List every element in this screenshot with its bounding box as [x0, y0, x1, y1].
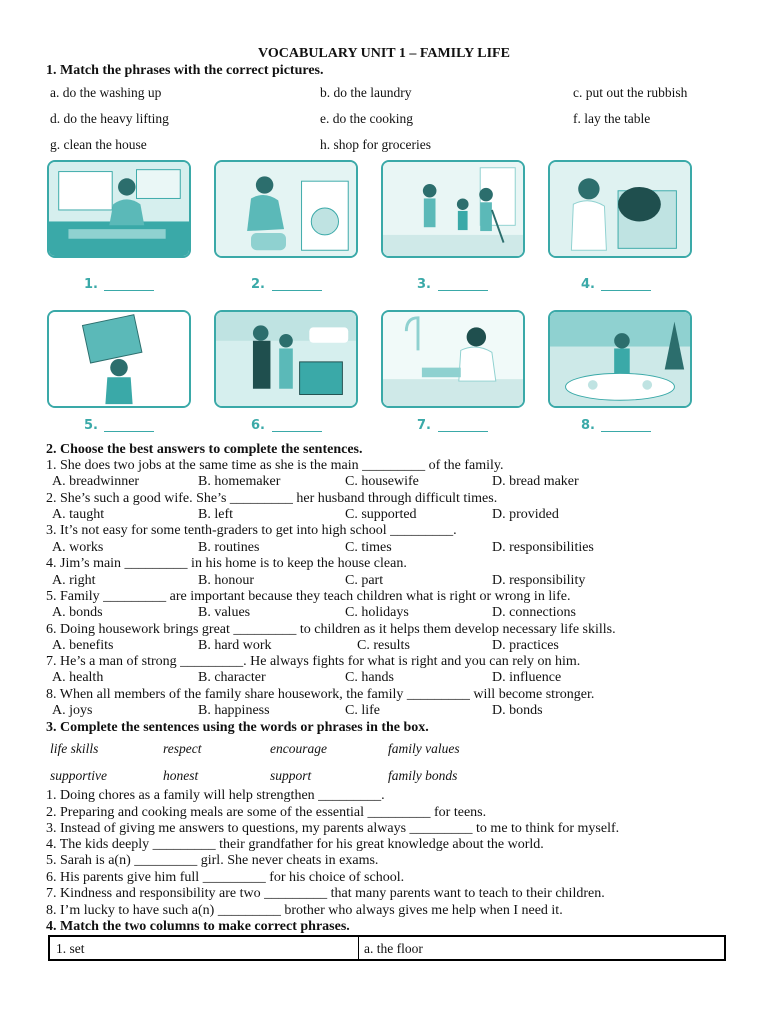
phrase-a: a. do the washing up: [50, 85, 162, 100]
ex2-q1-option-d[interactable]: D. bread maker: [492, 474, 579, 489]
ex3-sentence-2: 2. Preparing and cooking meals are some of the essential _________ for teens.: [46, 805, 487, 820]
ex2-q6-option-a[interactable]: A. benefits: [52, 638, 114, 653]
answer-line-2[interactable]: [272, 290, 322, 291]
picture-label-2: 2.: [251, 277, 265, 292]
ex3-sentence-4: 4. The kids deeply _________ their grandfather for his great knowledge about the world.: [46, 837, 544, 852]
ex2-q5-option-b[interactable]: B. values: [198, 605, 251, 620]
ex2-q8-option-a[interactable]: A. joys: [52, 703, 93, 718]
picture-label-1: 1.: [84, 277, 98, 292]
ex3-sentence-5: 5. Sarah is a(n) _________ girl. She never cheats in exams.: [46, 853, 379, 868]
ex2-q7-option-a[interactable]: A. health: [52, 670, 104, 685]
ex2-q1-option-a[interactable]: A. breadwinner: [52, 474, 140, 489]
ex2-question-6: 6. Doing housework brings great _________ to children as it helps them develop necessary life skills.: [46, 622, 616, 637]
box-word-honest: honest: [163, 768, 199, 783]
answer-line-4[interactable]: [601, 290, 651, 291]
answer-line-6[interactable]: [272, 431, 322, 432]
answer-line-8[interactable]: [601, 431, 651, 432]
ex2-q4-option-d[interactable]: D. responsibility: [492, 573, 586, 588]
rubbish-photo: [548, 160, 692, 258]
phrase-c: c. put out the rubbish: [573, 85, 688, 100]
ex2-q8-option-d[interactable]: D. bonds: [492, 703, 543, 718]
ex2-q8-option-c[interactable]: C. life: [345, 703, 380, 718]
phrase-g: g. clean the house: [50, 137, 147, 152]
ex2-q1-option-b[interactable]: B. homemaker: [198, 474, 281, 489]
ex2-q3-option-d[interactable]: D. responsibilities: [492, 540, 594, 555]
ex1-heading: 1. Match the phrases with the correct pictures.: [46, 63, 324, 78]
ex2-q4-option-b[interactable]: B. honour: [198, 573, 254, 588]
picture-label-7: 7.: [417, 418, 431, 433]
answer-line-7[interactable]: [438, 431, 488, 432]
box-word-family-bonds: family bonds: [388, 768, 458, 783]
ex2-question-3: 3. It’s not easy for some tenth-graders to get into high school _________.: [46, 523, 457, 538]
ex3-sentence-6: 6. His parents give him full _________ for his choice of school.: [46, 870, 405, 885]
ex2-q6-option-d[interactable]: D. practices: [492, 638, 559, 653]
ex2-q3-option-c[interactable]: C. times: [345, 540, 392, 555]
washing-up-photo: [47, 160, 191, 258]
phrase-e: e. do the cooking: [320, 111, 413, 126]
box-word-supportive: supportive: [50, 768, 107, 783]
page-title: VOCABULARY UNIT 1 – FAMILY LIFE: [258, 46, 510, 61]
ex2-q3-option-b[interactable]: B. routines: [198, 540, 260, 555]
groceries-photo: [214, 310, 358, 408]
column-divider: [358, 937, 359, 959]
ex3-sentence-3: 3. Instead of giving me answers to questions, my parents always _________ to me to think for myself.: [46, 821, 620, 836]
ex2-q7-option-d[interactable]: D. influence: [492, 670, 562, 685]
match-left-1: 1. set: [56, 941, 85, 956]
heavy-lifting-photo: [47, 310, 191, 408]
ex3-heading: 3. Complete the sentences using the words or phrases in the box.: [46, 720, 429, 735]
ex2-q6-option-c[interactable]: C. results: [357, 638, 410, 653]
ex2-q5-option-c[interactable]: C. holidays: [345, 605, 409, 620]
ex2-question-1: 1. She does two jobs at the same time as she is the main _________ of the family.: [46, 458, 504, 473]
ex2-q6-option-b[interactable]: B. hard work: [198, 638, 272, 653]
phrase-f: f. lay the table: [573, 111, 651, 126]
ex2-q5-option-d[interactable]: D. connections: [492, 605, 576, 620]
ex3-sentence-7: 7. Kindness and responsibility are two _________ that many parents want to teach to their children.: [46, 886, 605, 901]
ex2-heading: 2. Choose the best answers to complete the sentences.: [46, 442, 363, 457]
ex2-q3-option-a[interactable]: A. works: [52, 540, 104, 555]
ex2-q2-option-a[interactable]: A. taught: [52, 507, 105, 522]
ex2-question-7: 7. He’s a man of strong _________. He always fights for what is right and you can rely on him.: [46, 654, 581, 669]
ex2-q4-option-a[interactable]: A. right: [52, 573, 96, 588]
ex3-sentence-8: 8. I’m lucky to have such a(n) _________ brother who always gives me help when I need it.: [46, 903, 563, 918]
picture-label-3: 3.: [417, 277, 431, 292]
ex4-heading: 4. Match the two columns to make correct phrases.: [46, 919, 350, 934]
ex2-q1-option-c[interactable]: C. housewife: [345, 474, 419, 489]
picture-label-8: 8.: [581, 418, 595, 433]
ex2-q2-option-c[interactable]: C. supported: [345, 507, 417, 522]
match-right-a: a. the floor: [364, 941, 423, 956]
answer-line-5[interactable]: [104, 431, 154, 432]
ex2-question-5: 5. Family _________ are important because they teach children what is right or wrong in life.: [46, 589, 571, 604]
ex2-q5-option-a[interactable]: A. bonds: [52, 605, 103, 620]
phrase-d: d. do the heavy lifting: [50, 111, 169, 126]
ex2-q4-option-c[interactable]: C. part: [345, 573, 384, 588]
cleaning-house-photo: [381, 160, 525, 258]
ex2-q7-option-c[interactable]: C. hands: [345, 670, 394, 685]
picture-label-6: 6.: [251, 418, 265, 433]
box-word-support: support: [270, 768, 312, 783]
phrase-h: h. shop for groceries: [320, 137, 431, 152]
lay-table-photo: [548, 310, 692, 408]
ex2-question-8: 8. When all members of the family share housework, the family _________ will become stronger.: [46, 687, 595, 702]
box-word-family-values: family values: [388, 741, 460, 756]
match-table: [48, 935, 726, 961]
picture-label-4: 4.: [581, 277, 595, 292]
box-word-encourage: encourage: [270, 741, 327, 756]
washing-dishes-photo: [381, 310, 525, 408]
box-word-respect: respect: [163, 741, 202, 756]
box-word-life-skills: life skills: [50, 741, 99, 756]
ex2-q2-option-b[interactable]: B. left: [198, 507, 233, 522]
ex2-q7-option-b[interactable]: B. character: [198, 670, 266, 685]
ex2-question-4: 4. Jim’s main _________ in his home is to keep the house clean.: [46, 556, 407, 571]
ex2-question-2: 2. She’s such a good wife. She’s _________ her husband through difficult times.: [46, 491, 498, 506]
phrase-b: b. do the laundry: [320, 85, 412, 100]
answer-line-1[interactable]: [104, 290, 154, 291]
answer-line-3[interactable]: [438, 290, 488, 291]
ex2-q8-option-b[interactable]: B. happiness: [198, 703, 270, 718]
laundry-photo: [214, 160, 358, 258]
ex3-sentence-1: 1. Doing chores as a family will help strengthen _________.: [46, 788, 385, 803]
picture-label-5: 5.: [84, 418, 98, 433]
ex2-q2-option-d[interactable]: D. provided: [492, 507, 559, 522]
